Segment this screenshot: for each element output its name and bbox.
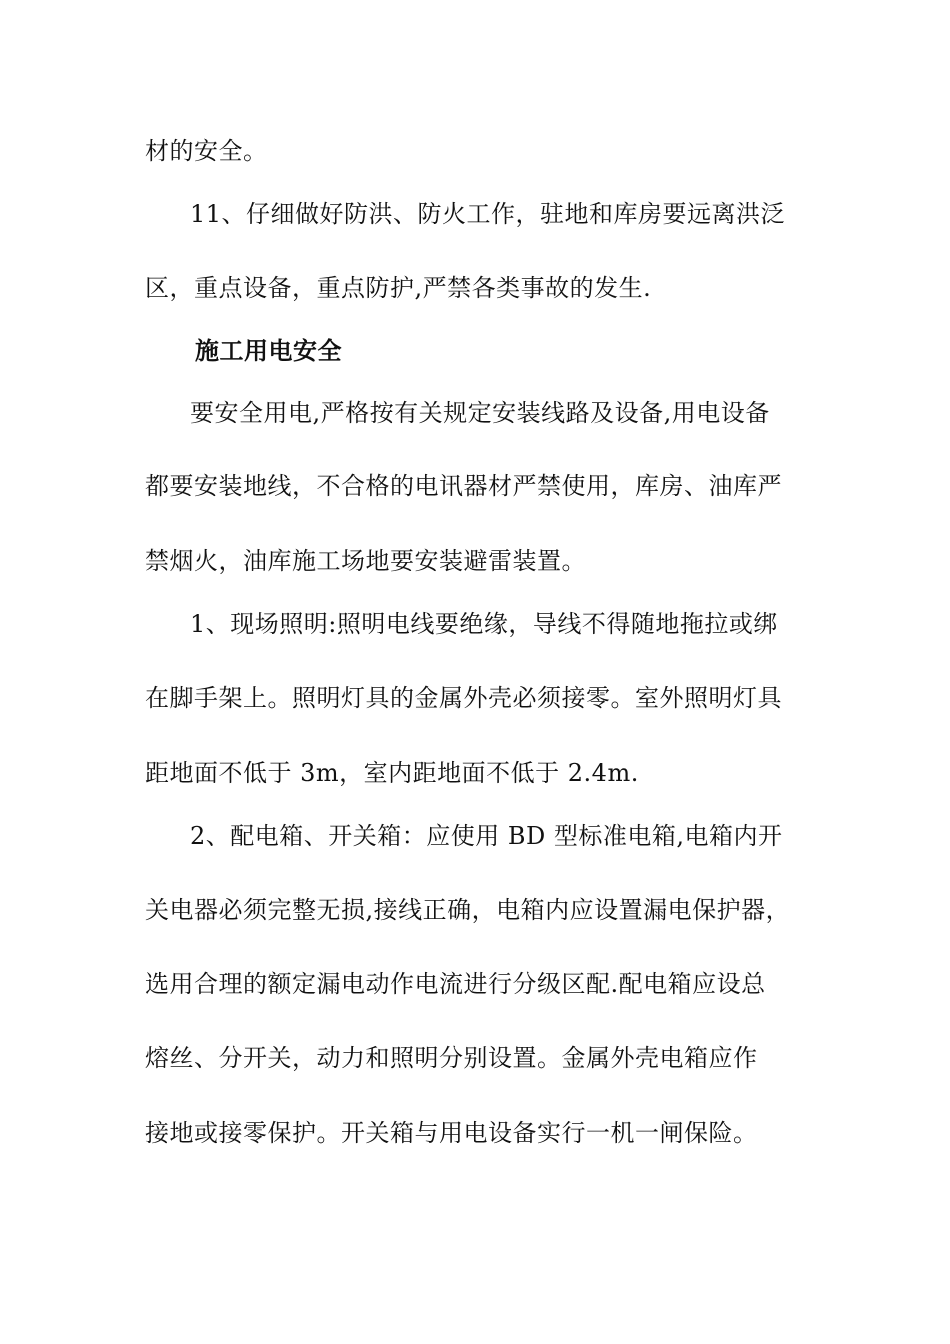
paragraph-line: 材的安全。	[145, 137, 268, 165]
paragraph-line: 2、配电箱、开关箱：应使用 BD 型标准电箱,电箱内开	[190, 822, 783, 850]
paragraph-line: 区，重点设备，重点防护,严禁各类事故的发生.	[145, 274, 652, 302]
paragraph-line: 1、现场照明:照明电线要绝缘，导线不得随地拖拉或绑	[190, 610, 778, 638]
paragraph-line: 都要安装地线，不合格的电讯器材严禁使用，库房、油库严	[145, 472, 782, 500]
paragraph-line: 11、仔细做好防洪、防火工作，驻地和库房要远离洪泛	[190, 200, 786, 228]
paragraph-line: 禁烟火，油库施工场地要安装避雷装置。	[145, 547, 586, 575]
paragraph-line: 在脚手架上。照明灯具的金属外壳必须接零。室外照明灯具	[145, 684, 782, 712]
paragraph-line: 关电器必须完整无损,接线正确，电箱内应设置漏电保护器，	[145, 896, 791, 924]
paragraph-line: 接地或接零保护。开关箱与用电设备实行一机一闸保险。	[145, 1119, 758, 1147]
paragraph-line: 距地面不低于 3m，室内距地面不低于 2.4m.	[145, 759, 639, 787]
paragraph-line: 选用合理的额定漏电动作电流进行分级区配.配电箱应设总	[145, 970, 766, 998]
paragraph-line: 熔丝、分开关，动力和照明分别设置。金属外壳电箱应作	[145, 1044, 758, 1072]
section-heading: 施工用电安全	[195, 337, 342, 365]
paragraph-line: 要安全用电,严格按有关规定安装线路及设备,用电设备	[190, 399, 770, 427]
